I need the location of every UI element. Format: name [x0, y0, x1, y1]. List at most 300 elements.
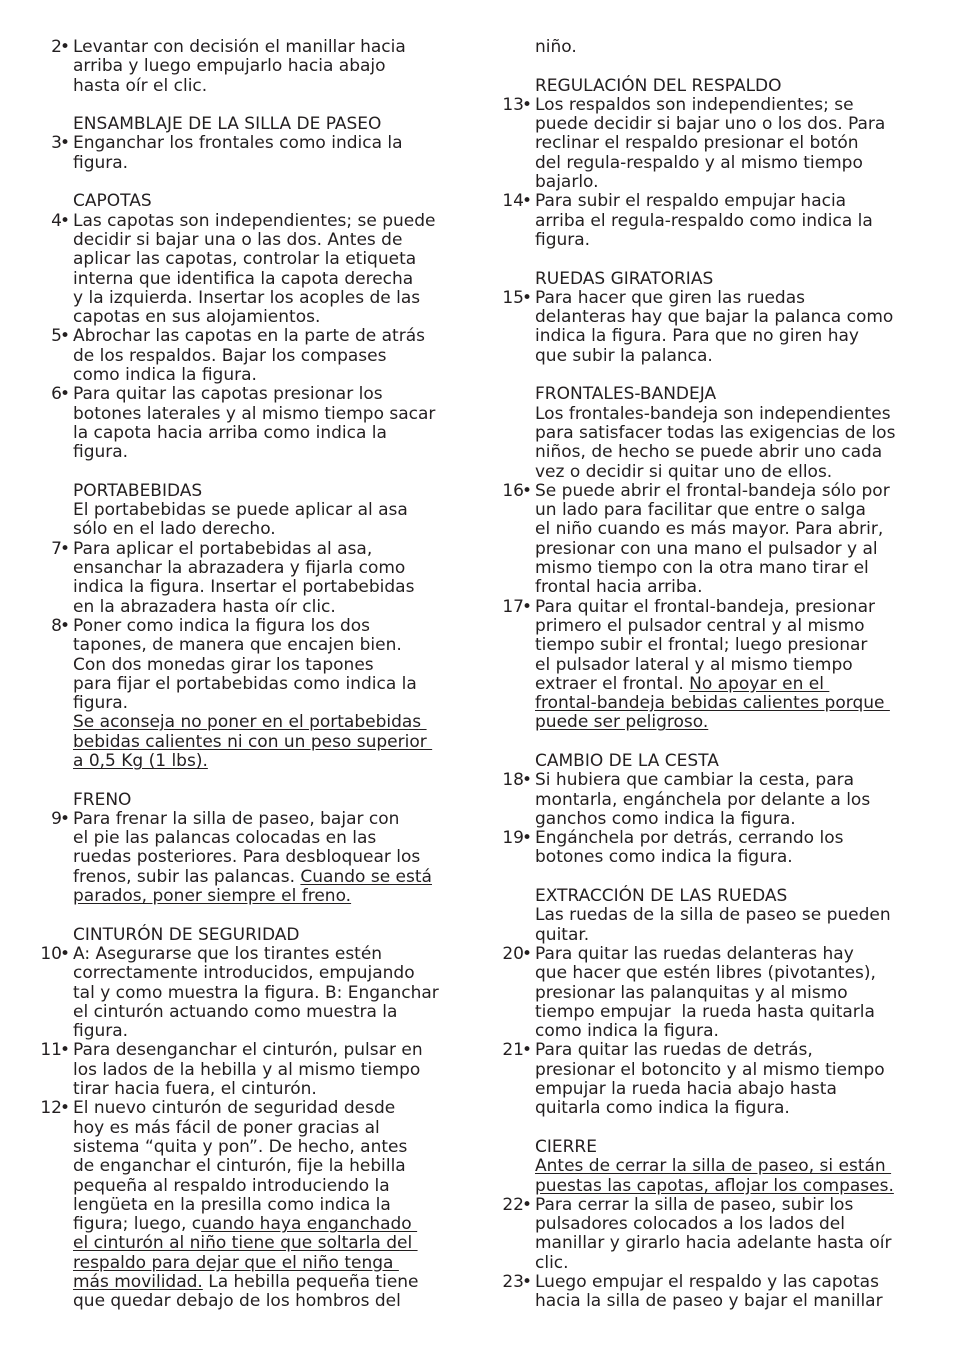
- blank-line: [492, 250, 932, 269]
- text-line: [30, 347, 470, 366]
- step-line: [492, 482, 932, 501]
- line-text: niño.: [535, 37, 577, 57]
- blank-line: [30, 173, 470, 192]
- text-line: [30, 1119, 470, 1138]
- text-line: [492, 77, 932, 96]
- line-text: ensanchar la abrazadera y fijarla como: [73, 558, 406, 579]
- text-line: [492, 1215, 932, 1234]
- line-text: el niño cuando es más mayor. Para abrir,: [535, 519, 884, 540]
- step-line: [30, 540, 470, 559]
- underlined-warning-text: más movilidad.: [73, 1272, 203, 1292]
- line-text: REGULACIÓN DEL RESPALDO: [535, 75, 782, 96]
- text-line: [30, 443, 470, 462]
- line-text: delanteras hay que bajar la palanca como: [535, 307, 894, 328]
- bullet-icon: •: [60, 615, 71, 636]
- line-text: botones como indica la figura.: [535, 847, 793, 868]
- bullet-icon: •: [60, 384, 71, 405]
- text-line: [492, 810, 932, 829]
- text-line: [492, 752, 932, 771]
- text-line: [492, 1177, 932, 1196]
- line-text: mismo tiempo con la otra mano tirar el: [535, 558, 869, 579]
- step-number: 2: [51, 37, 62, 57]
- bullet-icon: •: [522, 191, 533, 212]
- step-line: [30, 617, 470, 636]
- text-line: [492, 1061, 932, 1080]
- text-line: [30, 636, 470, 655]
- blank-line: [30, 771, 470, 790]
- text-line: [492, 154, 932, 173]
- step-line: [30, 1099, 470, 1118]
- text-line: [30, 57, 470, 76]
- underlined-warning-text: puede ser peligroso.: [535, 712, 709, 733]
- step-number: 12: [40, 1098, 62, 1119]
- line-text: Los frontales-bandeja son independientes: [535, 403, 891, 424]
- step-number: 17: [502, 596, 524, 617]
- line-text: Los respaldos son independientes; se: [535, 94, 854, 115]
- line-text: El nuevo cinturón de seguridad desde: [73, 1098, 396, 1119]
- text-line: [492, 424, 932, 443]
- line-text: los lados de la hebilla y al mismo tiempo: [73, 1059, 421, 1080]
- step-number: 23: [502, 1272, 524, 1292]
- line-text: extraer el frontal.: [535, 673, 690, 694]
- text-line: [30, 1292, 470, 1311]
- text-line: [492, 675, 932, 694]
- line-text: que quedar debajo de los hombros del: [73, 1291, 401, 1312]
- line-text: presionar las palanquitas y al mismo: [535, 982, 848, 1003]
- line-text: PORTABEBIDAS: [73, 480, 203, 501]
- line-text: que subir la palanca.: [535, 345, 713, 366]
- text-line: [30, 656, 470, 675]
- text-line: [30, 887, 470, 906]
- line-text: Poner como indica la figura los dos: [73, 615, 371, 636]
- text-line: [30, 868, 470, 887]
- text-line: [492, 636, 932, 655]
- blank-line: [30, 96, 470, 115]
- line-text: frenos, subir las palancas.: [73, 866, 301, 887]
- underlined-warning-text: puestas las capotas, aflojar los compases.: [535, 1175, 894, 1196]
- text-line: [492, 540, 932, 559]
- line-text: Para quitar las capotas presionar los: [73, 384, 383, 405]
- line-text: reclinar el respaldo presionar el botón: [535, 133, 859, 154]
- line-text: Para desenganchar el cinturón, pulsar en: [73, 1040, 423, 1061]
- step-number: 3: [51, 133, 62, 154]
- text-line: [30, 405, 470, 424]
- line-text: ruedas posteriores. Para desbloquear los: [73, 847, 421, 868]
- text-line: [492, 1099, 932, 1118]
- text-line: [492, 926, 932, 945]
- underlined-warning-text: Cuando se está: [300, 866, 432, 887]
- text-line: [30, 713, 470, 732]
- line-text: del regula-respaldo y al mismo tiempo: [535, 152, 863, 173]
- step-number: 9: [51, 808, 62, 829]
- text-line: [492, 134, 932, 153]
- line-text: indica la figura. Para que no giren hay: [535, 326, 859, 347]
- step-number: 16: [502, 480, 524, 501]
- line-text: de enganchar el cinturón, fije la hebilla: [73, 1156, 406, 1177]
- text-line: [492, 887, 932, 906]
- bullet-icon: •: [60, 326, 71, 347]
- text-line: [30, 1061, 470, 1080]
- line-text: frontal hacia arriba.: [535, 577, 703, 598]
- text-line: [492, 713, 932, 732]
- text-line: [492, 231, 932, 250]
- line-text: manillar y girarlo hacia adelante hasta oír: [535, 1233, 892, 1254]
- line-text: Las capotas son independientes; se puede: [73, 210, 436, 231]
- bullet-icon: •: [60, 210, 71, 231]
- text-line: [30, 1022, 470, 1041]
- line-text: EXTRACCIÓN DE LAS RUEDAS: [535, 886, 788, 907]
- line-text: Levantar con decisión el manillar hacia: [73, 37, 406, 57]
- blank-line: [492, 57, 932, 76]
- line-text: para satisfacer todas las exigencias de los: [535, 422, 896, 443]
- line-text: Para cerrar la silla de paseo, subir los: [535, 1194, 854, 1215]
- line-text: Para quitar las ruedas delanteras hay: [535, 943, 854, 964]
- line-text: de los respaldos. Bajar los compases: [73, 345, 387, 366]
- text-line: [492, 327, 932, 346]
- blank-line: [492, 1119, 932, 1138]
- line-text: CIERRE: [535, 1136, 597, 1157]
- underlined-warning-text: Se aconseja no poner en el portabebidas: [73, 712, 427, 733]
- line-text: arriba y luego empujarlo hacia abajo: [73, 56, 386, 77]
- text-line: [30, 115, 470, 134]
- line-text: como indica la figura.: [535, 1021, 719, 1042]
- step-line: [30, 810, 470, 829]
- text-line: [492, 559, 932, 578]
- text-line: [492, 656, 932, 675]
- text-line: [30, 791, 470, 810]
- line-text: clic.: [535, 1252, 569, 1273]
- line-text: figura.: [73, 1021, 129, 1042]
- bullet-icon: •: [60, 37, 71, 57]
- text-line: [30, 675, 470, 694]
- line-text: sistema “quita y pon”. De hecho, antes: [73, 1136, 408, 1157]
- line-text: Se puede abrir el frontal-bandeja sólo por: [535, 480, 890, 501]
- underlined-warning-text: a 0,5 Kg (1 lbs).: [73, 750, 208, 771]
- line-text: botones laterales y al mismo tiempo sacar: [73, 403, 436, 424]
- text-line: [492, 1080, 932, 1099]
- underlined-warning-text: bebidas calientes ni con un peso superior: [73, 731, 433, 752]
- bullet-icon: •: [522, 1194, 533, 1215]
- step-number: 11: [40, 1040, 62, 1061]
- text-line: [30, 829, 470, 848]
- text-line: [492, 501, 932, 520]
- bullet-icon: •: [522, 943, 533, 964]
- line-text: figura.: [73, 693, 129, 714]
- text-line: [492, 1003, 932, 1022]
- text-line: [492, 1292, 932, 1311]
- line-text: La hebilla pequeña tiene: [202, 1272, 419, 1292]
- line-text: Enganchar los frontales como indica la: [73, 133, 403, 154]
- line-text: Para hacer que giren las ruedas: [535, 287, 805, 308]
- line-text: en la abrazadera hasta oír clic.: [73, 596, 336, 617]
- line-text: Con dos monedas girar los tapones: [73, 654, 374, 675]
- text-line: [30, 1254, 470, 1273]
- step-number: 5: [51, 326, 62, 347]
- text-line: [30, 270, 470, 289]
- line-text: indica la figura. Insertar el portabebidas: [73, 577, 415, 598]
- line-text: figura; luego, c: [73, 1214, 202, 1235]
- line-text: el pulsador lateral y al mismo tiempo: [535, 654, 853, 675]
- text-line: [30, 1157, 470, 1176]
- text-line: [30, 1138, 470, 1157]
- text-line: [30, 231, 470, 250]
- step-number: 6: [51, 384, 62, 405]
- line-text: y la izquierda. Insertar los acoples de las: [73, 287, 421, 308]
- bullet-icon: •: [60, 1040, 71, 1061]
- step-line: [30, 945, 470, 964]
- step-line: [492, 1196, 932, 1215]
- text-line: [492, 443, 932, 462]
- text-line: [30, 1177, 470, 1196]
- text-line: [492, 848, 932, 867]
- text-line: [30, 482, 470, 501]
- text-line: [30, 250, 470, 269]
- line-text: Para aplicar el portabebidas al asa,: [73, 538, 373, 559]
- line-text: FRENO: [73, 789, 132, 810]
- line-text: figura.: [73, 152, 129, 173]
- bullet-icon: •: [522, 94, 533, 115]
- bullet-icon: •: [522, 480, 533, 501]
- step-line: [30, 38, 470, 57]
- bullet-icon: •: [522, 596, 533, 617]
- line-text: tapones, de manera que encajen bien.: [73, 635, 402, 656]
- line-text: FRONTALES-BANDEJA: [535, 384, 717, 405]
- bullet-icon: •: [60, 808, 71, 829]
- text-line: [30, 366, 470, 385]
- step-line: [492, 289, 932, 308]
- line-text: ENSAMBLAJE DE LA SILLA DE PASEO: [73, 114, 382, 135]
- step-number: 22: [502, 1194, 524, 1215]
- underlined-warning-text: respaldo para dejar que el niño tenga: [73, 1252, 399, 1273]
- line-text: vez o decidir si quitar uno de ellos.: [535, 461, 833, 482]
- line-text: El portabebidas se puede aplicar al asa: [73, 500, 408, 521]
- line-text: primero el pulsador central y al mismo: [535, 615, 865, 636]
- bullet-icon: •: [60, 133, 71, 154]
- right-column: [492, 38, 932, 1312]
- line-text: tirar hacia fuera, el cinturón.: [73, 1079, 317, 1100]
- text-line: [492, 791, 932, 810]
- text-line: [30, 733, 470, 752]
- underlined-warning-text: uando haya enganchado: [201, 1214, 418, 1235]
- bullet-icon: •: [522, 770, 533, 791]
- line-text: tiempo empujar la rueda hasta quitarla: [535, 1001, 875, 1022]
- text-line: [492, 1138, 932, 1157]
- step-number: 8: [51, 615, 62, 636]
- text-line: [30, 520, 470, 539]
- text-line: [492, 212, 932, 231]
- text-line: [492, 964, 932, 983]
- line-text: el cinturón actuando como muestra la: [73, 1001, 398, 1022]
- line-text: hoy es más fácil de poner gracias al: [73, 1117, 380, 1138]
- underlined-warning-text: Antes de cerrar la silla de paseo, si están: [535, 1156, 892, 1177]
- step-line: [492, 771, 932, 790]
- text-line: [30, 1080, 470, 1099]
- step-line: [492, 1273, 932, 1292]
- bullet-icon: •: [60, 538, 71, 559]
- text-line: [492, 405, 932, 424]
- line-text: Engánchela por detrás, cerrando los: [535, 828, 844, 849]
- text-line: [30, 501, 470, 520]
- line-text: sólo en el lado derecho.: [73, 519, 276, 540]
- line-text: Abrochar las capotas en la parte de atrás: [73, 326, 425, 347]
- text-line: [492, 1254, 932, 1273]
- line-text: Para subir el respaldo empujar hacia: [535, 191, 847, 212]
- line-text: tal y como muestra la figura. B: Enganchar: [73, 982, 439, 1003]
- text-line: [30, 752, 470, 771]
- step-number: 19: [502, 828, 524, 849]
- blank-line: [492, 733, 932, 752]
- step-number: 4: [51, 210, 62, 231]
- text-line: [492, 270, 932, 289]
- bullet-icon: •: [522, 828, 533, 849]
- underlined-warning-text: el cinturón al niño tiene que soltarla del: [73, 1233, 418, 1254]
- line-text: quitarla como indica la figura.: [535, 1098, 790, 1119]
- line-text: RUEDAS GIRATORIAS: [535, 268, 714, 289]
- step-number: 13: [502, 94, 524, 115]
- line-text: el pie las palancas colocadas en las: [73, 828, 377, 849]
- text-line: [492, 1022, 932, 1041]
- line-text: arriba el regula-respaldo como indica la: [535, 210, 873, 231]
- line-text: hacia la silla de paseo y bajar el manillar: [535, 1291, 883, 1312]
- text-line: [492, 1157, 932, 1176]
- step-line: [492, 829, 932, 848]
- text-line: [492, 38, 932, 57]
- left-column: [30, 38, 470, 1312]
- step-number: 10: [40, 943, 62, 964]
- text-line: [30, 964, 470, 983]
- text-line: [492, 308, 932, 327]
- step-line: [492, 192, 932, 211]
- blank-line: [492, 868, 932, 887]
- text-line: [492, 578, 932, 597]
- line-text: lengüeta en la presilla como indica la: [73, 1194, 391, 1215]
- underlined-warning-text: No apoyar en el: [689, 673, 830, 694]
- line-text: CAPOTAS: [73, 191, 152, 212]
- text-line: [30, 1196, 470, 1215]
- line-text: un lado para facilitar que entre o salga: [535, 500, 866, 521]
- text-line: [30, 154, 470, 173]
- line-text: montarla, engánchela por delante a los: [535, 789, 871, 810]
- line-text: puede decidir si bajar uno o los dos. Para: [535, 114, 886, 135]
- text-line: [30, 848, 470, 867]
- step-line: [30, 134, 470, 153]
- bullet-icon: •: [522, 1272, 533, 1292]
- line-text: empujar la rueda hacia abajo hasta: [535, 1079, 837, 1100]
- text-line: [492, 906, 932, 925]
- line-text: CINTURÓN DE SEGURIDAD: [73, 924, 300, 945]
- text-line: [30, 578, 470, 597]
- text-line: [30, 694, 470, 713]
- step-line: [492, 1041, 932, 1060]
- line-text: niños, de hecho se puede abrir uno cada: [535, 442, 883, 463]
- text-line: [492, 694, 932, 713]
- text-line: [30, 308, 470, 327]
- line-text: Si hubiera que cambiar la cesta, para: [535, 770, 855, 791]
- line-text: figura.: [73, 442, 129, 463]
- text-line: [492, 617, 932, 636]
- text-line: [30, 1215, 470, 1234]
- blank-line: [30, 463, 470, 482]
- underlined-warning-text: parados, poner siempre el freno.: [73, 886, 352, 907]
- step-line: [492, 96, 932, 115]
- line-text: Para quitar el frontal-bandeja, presionar: [535, 596, 875, 617]
- step-line: [30, 327, 470, 346]
- text-line: [30, 192, 470, 211]
- text-line: [30, 1234, 470, 1253]
- text-line: [492, 463, 932, 482]
- text-line: [30, 926, 470, 945]
- line-text: quitar.: [535, 924, 590, 945]
- underlined-warning-text: frontal-bandeja bebidas calientes porque: [535, 693, 890, 714]
- step-number: 15: [502, 287, 524, 308]
- text-line: [30, 598, 470, 617]
- step-line: [30, 212, 470, 231]
- step-number: 7: [51, 538, 62, 559]
- line-text: Para frenar la silla de paseo, bajar con: [73, 808, 400, 829]
- line-text: figura.: [535, 229, 591, 250]
- line-text: Para quitar las ruedas de detrás,: [535, 1040, 813, 1061]
- text-line: [492, 173, 932, 192]
- blank-line: [30, 906, 470, 925]
- text-line: [492, 984, 932, 1003]
- text-line: [30, 984, 470, 1003]
- line-text: la capota hacia arriba como indica la: [73, 422, 387, 443]
- line-text: capotas en sus alojamientos.: [73, 307, 321, 328]
- line-text: tiempo subir el frontal; luego presionar: [535, 635, 868, 656]
- line-text: que hacer que estén libres (pivotantes),: [535, 963, 876, 984]
- step-number: 14: [502, 191, 524, 212]
- step-number: 21: [502, 1040, 524, 1061]
- line-text: Luego empujar el respaldo y las capotas: [535, 1272, 879, 1292]
- text-line: [492, 385, 932, 404]
- text-line: [30, 424, 470, 443]
- step-line: [492, 598, 932, 617]
- text-line: [30, 559, 470, 578]
- step-line: [30, 385, 470, 404]
- line-text: bajarlo.: [535, 172, 599, 193]
- line-text: Las ruedas de la silla de paseo se pueden: [535, 905, 891, 926]
- text-line: [30, 1273, 470, 1292]
- bullet-icon: •: [522, 287, 533, 308]
- step-number: 18: [502, 770, 524, 791]
- text-line: [30, 77, 470, 96]
- text-line: [492, 115, 932, 134]
- line-text: ganchos como indica la figura.: [535, 808, 796, 829]
- line-text: correctamente introducidos, empujando: [73, 963, 415, 984]
- line-text: pulsadores colocados a los lados del: [535, 1214, 845, 1235]
- line-text: como indica la figura.: [73, 365, 257, 386]
- blank-line: [492, 366, 932, 385]
- step-line: [30, 1041, 470, 1060]
- line-text: aplicar las capotas, controlar la etiqueta: [73, 249, 417, 270]
- line-text: presionar con una mano el pulsador y al: [535, 538, 878, 559]
- step-number: 20: [502, 943, 524, 964]
- bullet-icon: •: [60, 1098, 71, 1119]
- text-line: [492, 520, 932, 539]
- text-line: [492, 1234, 932, 1253]
- text-line: [30, 1003, 470, 1022]
- line-text: decidir si bajar una o las dos. Antes de: [73, 229, 403, 250]
- bullet-icon: •: [60, 943, 71, 964]
- line-text: hasta oír el clic.: [73, 75, 208, 96]
- text-line: [30, 289, 470, 308]
- line-text: interna que identifica la capota derecha: [73, 268, 414, 289]
- line-text: pequeña al respaldo introduciendo la: [73, 1175, 390, 1196]
- line-text: CAMBIO DE LA CESTA: [535, 750, 719, 771]
- line-text: presionar el botoncito y al mismo tiempo: [535, 1059, 885, 1080]
- step-line: [492, 945, 932, 964]
- line-text: para fijar el portabebidas como indica la: [73, 673, 417, 694]
